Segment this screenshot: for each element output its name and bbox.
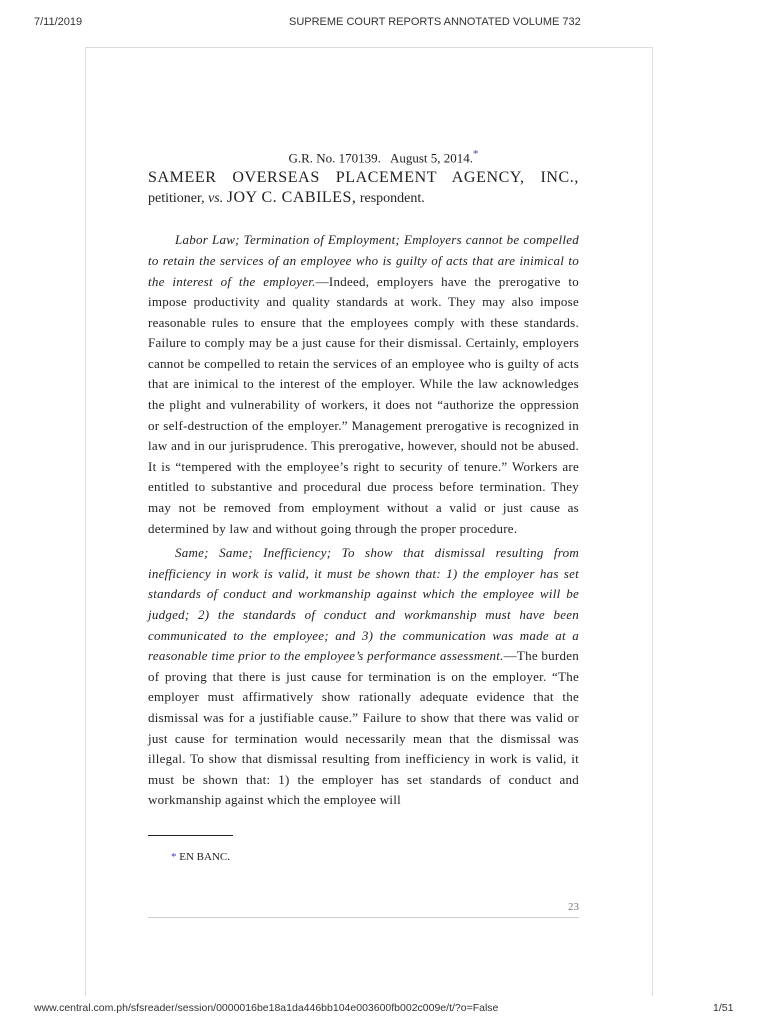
page-number: 23 bbox=[568, 900, 579, 913]
case-parties: petitioner, vs. JOY C. CABILES, respondent. bbox=[148, 189, 425, 207]
syllabus-paragraph: Same; Same; Inefficiency; To show that dismissal resulting from inefficiency in work is valid, it must be shown that: 1) the employer has set standards of conduct and workmanship against which the employee will be judged; 2) the standards of conduct and workmanship must have been communicated to the employee; and 3) the communication was made at a reasonable time prior to the employee’s performance assessment.—The burden of proving that there is just cause for termination is on the employer. “The employer must affirmatively show rationally adequate evidence that the dismissal was for a justifiable cause.” Failure to show that there was valid or just cause for termination would necessarily mean that the dismissal was illegal. To show that dismissal resulting from inefficiency in work is valid, it must be shown that: 1) the employer has set standards of conduct and workmanship against which the employee will bbox=[148, 545, 580, 808]
document-body bbox=[148, 148, 579, 918]
print-header bbox=[0, 0, 768, 47]
print-title: SUPREME COURT REPORTS ANNOTATED VOLUME 732 bbox=[289, 16, 581, 28]
footnote: * EN BANC. bbox=[171, 850, 230, 863]
print-footer bbox=[0, 996, 768, 1024]
footer-url: www.central.com.ph/sfsreader/session/0000016be18a1da446bb104e003600fb002c009e/t/?o=False bbox=[34, 1002, 499, 1014]
case-number: G.R. No. 170139. August 5, 2014.* bbox=[288, 148, 479, 166]
print-date: 7/11/2019 bbox=[34, 16, 83, 28]
footnote-divider bbox=[148, 835, 233, 836]
petitioner-name: SAMEER OVERSEAS PLACEMENT AGENCY, INC., bbox=[148, 169, 579, 187]
footnote-ref[interactable]: * bbox=[473, 148, 479, 160]
syllabus-paragraph: Labor Law; Termination of Employment; Employers cannot be compelled to retain the services of an employee who is guilty of acts that are inimical to the interest of the employer.—Indeed, employers have the prerogative to impose productivity and quality standards at work. They may also impose reasonable rules to ensure that the employees comply with these standards. Failure to comply may be a just cause for their dismissal. Certainly, employers cannot be compelled to retain the services of an employee who is guilty of acts that are inimical to the interest of the employer. While the law acknowledges the plight and vulnerability of workers, it does not “authorize the oppression or self-destruction of the employer.” Management prerogative is recognized in law and in our jurisprudence. This prerogative, however, should not be abused. It is “tempered with the employee’s right to security of tenure.” Workers are entitled to substantive and procedural due process before termination. They may not be removed from employment without a valid or just cause as determined by law and without going through the proper procedure. bbox=[148, 232, 579, 536]
page-frame bbox=[85, 47, 653, 996]
page-divider bbox=[148, 917, 579, 918]
footer-page-count: 1/51 bbox=[713, 1002, 734, 1014]
